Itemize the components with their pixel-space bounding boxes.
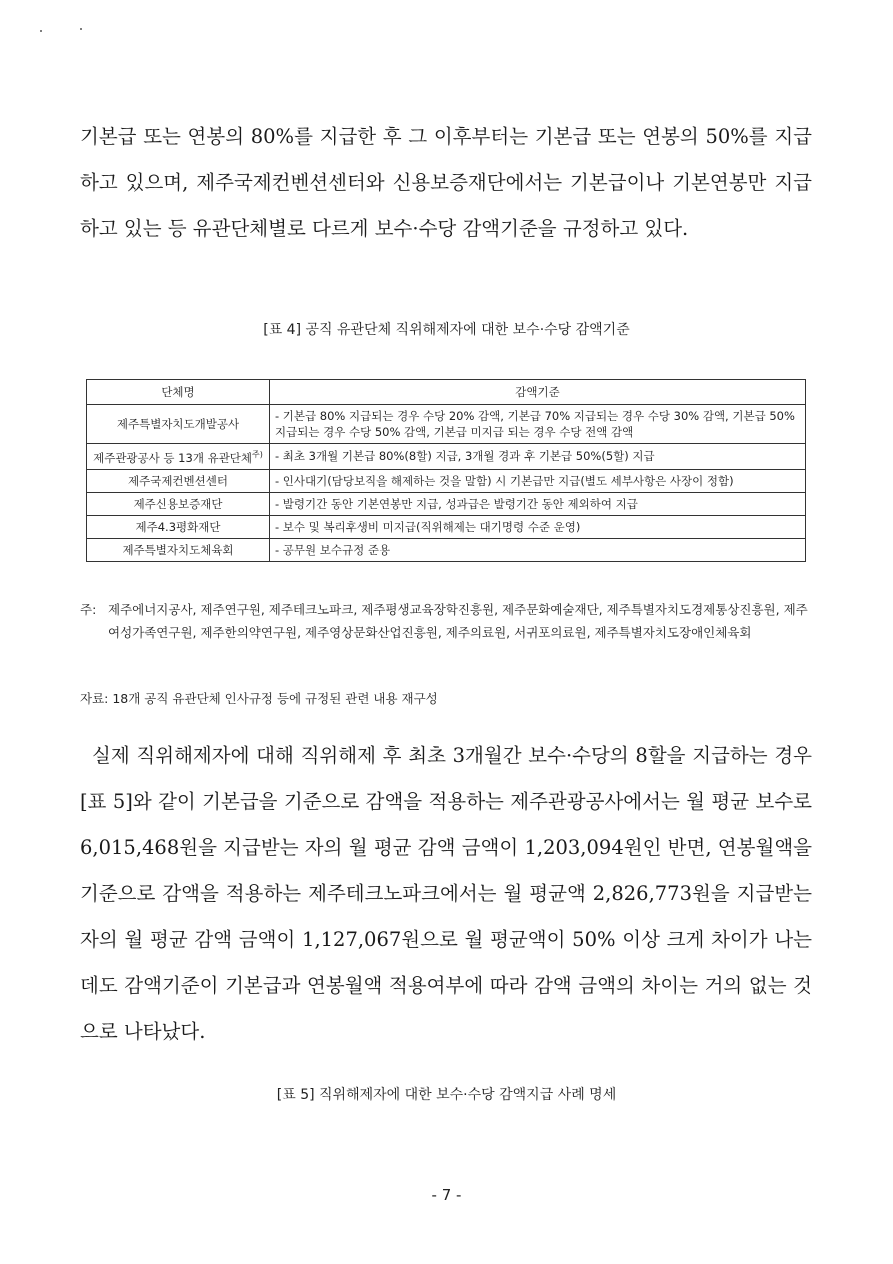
org-name: 제주관광공사 등 13개 유관단체 <box>93 450 253 465</box>
header-criteria: 감액기준 <box>270 380 806 405</box>
table-source: 자료: 18개 공직 유관단체 인사규정 등에 규정된 관련 내용 재구성 <box>80 691 438 706</box>
org-cell: 제주특별자치도체육회 <box>87 538 270 561</box>
table-row <box>87 444 806 470</box>
criteria-cell: - 최초 3개월 기본급 80%(8할) 지급, 3개월 경과 후 기본급 50%(5할) 지급 <box>270 444 806 470</box>
table-footnote <box>80 599 810 644</box>
table-row <box>87 469 806 492</box>
criteria-cell: - 공무원 보수규정 준용 <box>270 538 806 561</box>
table5-caption: [표 5] 직위해제자에 대한 보수·수당 감액지급 사례 명세 <box>276 1087 617 1103</box>
page-number: - 7 - <box>431 1186 462 1204</box>
table-row <box>87 515 806 538</box>
scan-speck <box>40 30 42 32</box>
body-paragraph-1: 기본급 또는 연봉의 80%를 지급한 후 그 이후부터는 기본급 또는 연봉의 50%를 지급하고 있으며, 제주국제컨벤션센터와 신용보증재단에서는 기본급이나 기본연봉만 지급하고 있는 등 유관단체별로 다르게 보수·수당 감액기준을 규정하고 있다. <box>80 125 812 240</box>
criteria-cell: - 발령기간 동안 기본연봉만 지급, 성과급은 발령기간 동안 제외하여 지급 <box>270 492 806 515</box>
org-cell: 제주4.3평화재단 <box>87 515 270 538</box>
footnote-mark: 주) <box>252 450 263 459</box>
criteria-cell: - 인사대기(담당보직을 해제하는 것을 말함) 시 기본급만 지급(별도 세부사항은 사장이 정함) <box>270 469 806 492</box>
criteria-table <box>86 379 806 562</box>
table-header-row <box>87 380 806 405</box>
org-cell: 제주특별자치도개발공사 <box>87 405 270 444</box>
body-paragraph-2: 실제 직위해제자에 대해 직위해제 후 최초 3개월간 보수·수당의 8할을 지급하는 경우 [표 5]와 같이 기본급을 기준으로 감액을 적용하는 제주관광공사에서는 월 평균 보수로 6,015,468원을 지급받는 자의 월 평균 감액 금액이 1,203,094원인 반면, 연봉월액을 기준으로 감액을 적용하는 제주테크노파크에서는 월 평균액 2,826,773원을 지급받는 자의 월 평균 감액 금액이 1,127,067원으로 월 평균액이 50% 이상 크게 차이가 나는데도 감액기준이 기본급과 연봉월액 적용여부에 따라 감액 금액의 차이는 거의 없는 것으로 나타났다. <box>80 744 812 1043</box>
scan-speck <box>80 28 82 30</box>
org-cell <box>87 444 270 470</box>
footnote-label: 주: <box>80 602 97 617</box>
org-cell: 제주국제컨벤션센터 <box>87 469 270 492</box>
table-row <box>87 538 806 561</box>
org-cell: 제주신용보증재단 <box>87 492 270 515</box>
table4-caption: [표 4] 공직 유관단체 직위해제자에 대한 보수·수당 감액기준 <box>263 322 630 338</box>
criteria-cell: - 기본급 80% 지급되는 경우 수당 20% 감액, 기본급 70% 지급되는 경우 수당 30% 감액, 기본급 50% 지급되는 경우 수당 50% 감액, 기본급 미지급 되는 경우 수당 전액 감액 <box>270 405 806 444</box>
criteria-cell: - 보수 및 복리후생비 미지급(직위해제는 대기명령 수준 운영) <box>270 515 806 538</box>
footnote-text: 제주에너지공사, 제주연구원, 제주테크노파크, 제주평생교육장학진흥원, 제주문화예술재단, 제주특별자치도경제통상진흥원, 제주여성가족연구원, 제주한의약연구원, 제주영상문화산업진흥원, 제주의료원, 서귀포의료원, 제주특별자치도장애인체육회 <box>108 602 808 640</box>
header-org: 단체명 <box>87 380 270 405</box>
table-row <box>87 405 806 444</box>
table-row <box>87 492 806 515</box>
